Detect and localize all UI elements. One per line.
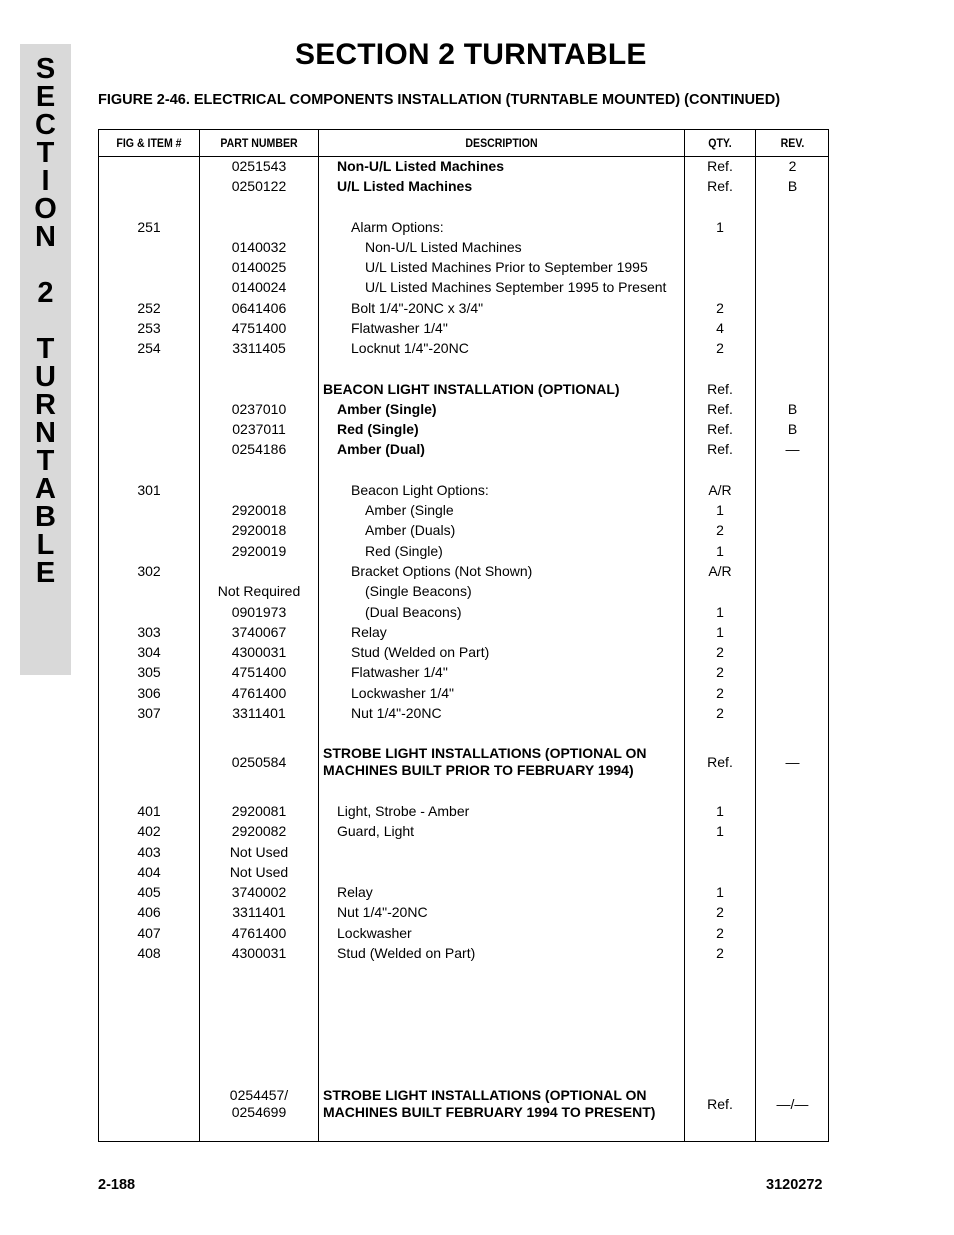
fig-item-cell: 406 bbox=[137, 904, 161, 920]
part-number-cell: 0251543 bbox=[231, 158, 287, 174]
rev-cell: — bbox=[785, 441, 800, 457]
side-tab-letter: O bbox=[34, 193, 57, 225]
description-cell: Bolt 1/4"-20NC x 3/4" bbox=[351, 300, 484, 316]
column-divider bbox=[755, 130, 756, 1141]
qty-cell: Ref. bbox=[707, 421, 733, 437]
header-description: DESCRIPTION bbox=[465, 136, 538, 150]
qty-cell: Ref. bbox=[707, 158, 733, 174]
header-part-number: PART NUMBER bbox=[220, 136, 298, 150]
header-divider bbox=[99, 156, 828, 157]
qty-cell: 1 bbox=[716, 803, 724, 819]
part-number-cell: 0250122 bbox=[231, 178, 287, 194]
part-number-cell: 0250584 bbox=[231, 754, 287, 770]
fig-item-cell: 304 bbox=[137, 644, 161, 660]
description-cell: Locknut 1/4"-20NC bbox=[351, 340, 469, 356]
fig-item-cell: 254 bbox=[137, 340, 161, 356]
description-cell: Relay bbox=[337, 884, 373, 900]
fig-item-cell: 253 bbox=[137, 320, 161, 336]
part-number-cell: 3740002 bbox=[231, 884, 287, 900]
description-cell: STROBE LIGHT INSTALLATIONS (OPTIONAL ON MACHINES BUILT PRIOR TO FEBRUARY 1994) bbox=[323, 745, 647, 778]
description-cell: Relay bbox=[351, 624, 387, 640]
description-cell: U/L Listed Machines September 1995 to Present bbox=[365, 279, 667, 295]
fig-item-cell: 306 bbox=[137, 685, 161, 701]
qty-cell: 2 bbox=[716, 925, 724, 941]
description-cell: Red (Single) bbox=[337, 421, 419, 437]
part-number-cell: 2920018 bbox=[231, 502, 287, 518]
part-number-cell: 2920081 bbox=[231, 803, 287, 819]
rev-cell: B bbox=[787, 421, 798, 437]
description-cell: Beacon Light Options: bbox=[351, 482, 489, 498]
side-tab-letter: S bbox=[35, 53, 56, 85]
description-cell: Red (Single) bbox=[365, 543, 443, 559]
fig-item-cell: 307 bbox=[137, 705, 161, 721]
fig-item-cell: 407 bbox=[137, 925, 161, 941]
qty-cell: 1 bbox=[716, 604, 724, 620]
qty-cell: 4 bbox=[716, 320, 724, 336]
qty-cell: 1 bbox=[716, 219, 724, 235]
part-number-cell: Not Used bbox=[229, 844, 289, 860]
header-qty: QTY. bbox=[708, 136, 732, 150]
part-number-cell: 2920082 bbox=[231, 823, 287, 839]
side-tab-letter: E bbox=[35, 81, 56, 113]
part-number-cell: Not Required bbox=[217, 583, 301, 599]
page-number: 2-188 bbox=[98, 1177, 136, 1193]
description-cell: (Single Beacons) bbox=[365, 583, 472, 599]
header-rev: REV. bbox=[780, 136, 805, 150]
description-cell: Non-U/L Listed Machines bbox=[365, 239, 522, 255]
description-cell: STROBE LIGHT INSTALLATIONS (OPTIONAL ON MACHINES BUILT FEBRUARY 1994 TO PRESENT) bbox=[323, 1087, 656, 1120]
side-tab-letter: T bbox=[36, 333, 55, 365]
side-tab-letter: T bbox=[36, 137, 55, 169]
parts-table bbox=[98, 129, 829, 1142]
description-cell: U/L Listed Machines Prior to September 1995 bbox=[365, 259, 648, 275]
description-cell: Flatwasher 1/4" bbox=[351, 320, 448, 336]
part-number-cell: 2920018 bbox=[231, 522, 287, 538]
part-number-cell: 0641406 bbox=[231, 300, 287, 316]
column-divider bbox=[318, 130, 319, 1141]
qty-cell: 1 bbox=[716, 624, 724, 640]
qty-cell: Ref. bbox=[707, 381, 733, 397]
description-cell: BEACON LIGHT INSTALLATION (OPTIONAL) bbox=[323, 381, 620, 397]
part-number-cell: Not Used bbox=[229, 864, 289, 880]
qty-cell: 2 bbox=[716, 904, 724, 920]
description-cell: Alarm Options: bbox=[351, 219, 444, 235]
side-tab-letter: N bbox=[35, 221, 56, 253]
description-cell: Stud (Welded on Part) bbox=[337, 945, 476, 961]
qty-cell: Ref. bbox=[707, 1096, 733, 1112]
qty-cell: 1 bbox=[716, 823, 724, 839]
side-tab-letter: U bbox=[35, 361, 56, 393]
side-tab-letter: T bbox=[36, 445, 55, 477]
rev-cell: —/— bbox=[776, 1096, 809, 1112]
header-fig-item: FIG & ITEM # bbox=[116, 136, 182, 150]
qty-cell: A/R bbox=[708, 563, 732, 579]
side-tab-letter: I bbox=[41, 165, 50, 197]
part-number-cell: 0140032 bbox=[231, 239, 287, 255]
side-tab-letter: 2 bbox=[37, 277, 54, 309]
part-number-cell: 4300031 bbox=[231, 945, 287, 961]
description-cell: Nut 1/4"-20NC bbox=[337, 904, 428, 920]
qty-cell: Ref. bbox=[707, 401, 733, 417]
part-number-cell: 3311401 bbox=[232, 705, 286, 721]
part-number-cell: 0140025 bbox=[231, 259, 287, 275]
qty-cell: Ref. bbox=[707, 754, 733, 770]
fig-item-cell: 404 bbox=[137, 864, 161, 880]
part-number-cell: 4751400 bbox=[231, 664, 287, 680]
part-number-cell: 0901973 bbox=[231, 604, 287, 620]
part-number-cell: 3311401 bbox=[232, 904, 286, 920]
qty-cell: 1 bbox=[716, 543, 724, 559]
qty-cell: 2 bbox=[716, 664, 724, 680]
fig-item-cell: 252 bbox=[137, 300, 161, 316]
qty-cell: 1 bbox=[716, 502, 724, 518]
side-tab-letter: C bbox=[35, 109, 56, 141]
qty-cell: Ref. bbox=[707, 441, 733, 457]
qty-cell: 2 bbox=[716, 300, 724, 316]
fig-item-cell: 405 bbox=[137, 884, 161, 900]
part-number-cell: 3740067 bbox=[231, 624, 287, 640]
fig-item-cell: 303 bbox=[137, 624, 161, 640]
page-title: SECTION 2 TURNTABLE bbox=[295, 38, 647, 71]
side-tab-letter: A bbox=[35, 473, 56, 505]
description-cell: (Dual Beacons) bbox=[365, 604, 462, 620]
side-tab-letter: L bbox=[36, 529, 55, 561]
description-cell: Stud (Welded on Part) bbox=[351, 644, 490, 660]
part-number-cell: 0237010 bbox=[231, 401, 287, 417]
fig-item-cell: 305 bbox=[137, 664, 161, 680]
part-number-cell: 4300031 bbox=[231, 644, 287, 660]
rev-cell: B bbox=[787, 401, 798, 417]
description-cell: Amber (Dual) bbox=[337, 441, 425, 457]
figure-title: FIGURE 2-46. ELECTRICAL COMPONENTS INSTALLATION (TURNTABLE MOUNTED) (CONTINUED) bbox=[98, 92, 781, 108]
fig-item-cell: 408 bbox=[137, 945, 161, 961]
part-number-cell: 0237011 bbox=[232, 421, 286, 437]
rev-cell: — bbox=[785, 754, 800, 770]
description-cell: Flatwasher 1/4" bbox=[351, 664, 448, 680]
description-cell: Amber (Single) bbox=[337, 401, 437, 417]
fig-item-cell: 401 bbox=[137, 803, 161, 819]
section-side-tab bbox=[20, 44, 71, 675]
description-cell: Nut 1/4"-20NC bbox=[351, 705, 442, 721]
qty-cell: 2 bbox=[716, 340, 724, 356]
side-tab-letter: B bbox=[35, 501, 56, 533]
description-cell: Amber (Duals) bbox=[365, 522, 456, 538]
qty-cell: 2 bbox=[716, 945, 724, 961]
fig-item-cell: 251 bbox=[137, 219, 161, 235]
document-number: 3120272 bbox=[766, 1177, 823, 1193]
description-cell: Non-U/L Listed Machines bbox=[337, 158, 504, 174]
qty-cell: 2 bbox=[716, 705, 724, 721]
qty-cell: 1 bbox=[716, 884, 724, 900]
part-number-cell: 0254457/ 0254699 bbox=[229, 1087, 289, 1120]
description-cell: Lockwasher bbox=[337, 925, 412, 941]
qty-cell: Ref. bbox=[707, 178, 733, 194]
description-cell: Lockwasher 1/4" bbox=[351, 685, 455, 701]
fig-item-cell: 402 bbox=[137, 823, 161, 839]
rev-cell: 2 bbox=[788, 158, 797, 174]
fig-item-cell: 403 bbox=[137, 844, 161, 860]
description-cell: U/L Listed Machines bbox=[337, 178, 473, 194]
qty-cell: 2 bbox=[716, 522, 724, 538]
part-number-cell: 3311405 bbox=[232, 340, 286, 356]
description-cell: Light, Strobe - Amber bbox=[337, 803, 470, 819]
part-number-cell: 0140024 bbox=[231, 279, 287, 295]
part-number-cell: 4761400 bbox=[231, 925, 287, 941]
side-tab-letter: E bbox=[35, 557, 56, 589]
side-tab-letter: R bbox=[35, 389, 56, 421]
fig-item-cell: 302 bbox=[137, 563, 161, 579]
part-number-cell: 4751400 bbox=[231, 320, 287, 336]
side-tab-letter: N bbox=[35, 417, 56, 449]
qty-cell: 2 bbox=[716, 685, 724, 701]
description-cell: Bracket Options (Not Shown) bbox=[351, 563, 533, 579]
part-number-cell: 0254186 bbox=[231, 441, 287, 457]
rev-cell: B bbox=[787, 178, 798, 194]
part-number-cell: 4761400 bbox=[231, 685, 287, 701]
qty-cell: 2 bbox=[716, 644, 724, 660]
description-cell: Amber (Single bbox=[365, 502, 454, 518]
part-number-cell: 2920019 bbox=[231, 543, 287, 559]
fig-item-cell: 301 bbox=[137, 482, 161, 498]
qty-cell: A/R bbox=[708, 482, 732, 498]
description-cell: Guard, Light bbox=[337, 823, 415, 839]
